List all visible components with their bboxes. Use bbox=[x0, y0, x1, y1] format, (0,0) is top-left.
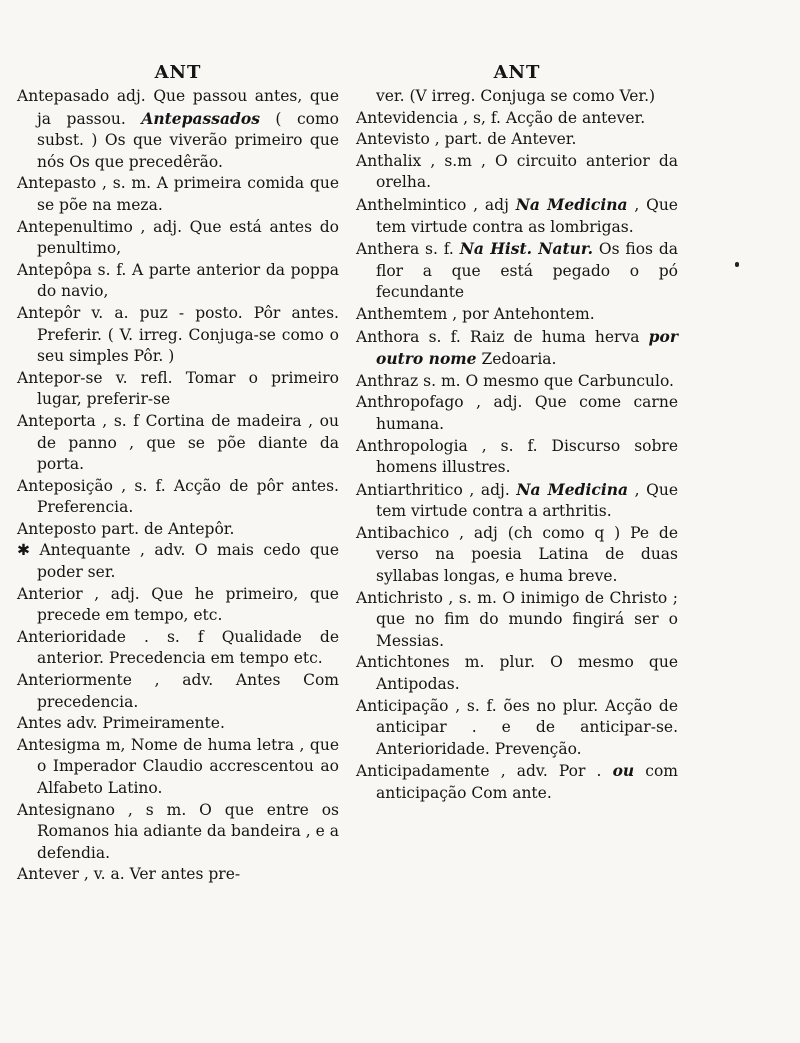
headword: Anthropofago bbox=[356, 393, 464, 412]
italic-note: ou bbox=[612, 761, 635, 781]
definition-text: , s m. O que entre os Romanos hia adiante da bandeira , e a defendia. bbox=[37, 800, 339, 862]
headword: Anticipação bbox=[356, 696, 449, 715]
headword: Antepôr bbox=[17, 303, 81, 322]
right-column bbox=[356, 62, 678, 805]
dictionary-entry bbox=[17, 217, 339, 260]
left-column bbox=[17, 62, 339, 886]
dictionary-entry bbox=[17, 519, 339, 541]
headword: Antichtones bbox=[356, 653, 450, 672]
dictionary-entry bbox=[17, 735, 339, 800]
definition-text: m, Nome de huma letra , que o Imperador Claudio accrescentou ao Alfabeto Latino. bbox=[37, 735, 339, 797]
dictionary-entry bbox=[17, 173, 339, 216]
dictionary-entry bbox=[17, 864, 339, 886]
definition-text: , adj. Que he primeiro, que precede em tempo, etc. bbox=[37, 584, 339, 625]
dictionary-entry bbox=[356, 371, 678, 393]
dictionary-entry bbox=[356, 479, 678, 523]
dictionary-entry bbox=[356, 760, 678, 804]
dictionary-entry bbox=[17, 86, 339, 173]
dictionary-entry bbox=[356, 86, 678, 108]
headword: Anteporta bbox=[17, 411, 96, 430]
definition-text: , s. f. Acção de pôr antes. Preferencia. bbox=[37, 476, 339, 517]
dictionary-entry bbox=[356, 129, 678, 151]
definition-text: s. f. bbox=[419, 240, 460, 259]
headword: Antepor-se bbox=[17, 368, 103, 387]
headword: Anterioridade bbox=[17, 627, 126, 646]
italic-note: Na Hist. Natur. bbox=[459, 239, 594, 259]
headword: Antever bbox=[17, 865, 79, 884]
headword: ✱ Antequante bbox=[17, 541, 131, 560]
definition-text: , s, f. Acção de antever. bbox=[458, 108, 646, 127]
italic-note: Na Medicina bbox=[516, 479, 629, 499]
dictionary-entry bbox=[17, 713, 339, 735]
headword: Anteposto bbox=[17, 519, 97, 538]
left-column-header: ANT bbox=[154, 62, 202, 83]
definition-text: s. m. O mesmo que Carbunculo. bbox=[418, 371, 674, 390]
definition-text: , s. f. Discurso sobre homens illustres. bbox=[376, 436, 678, 477]
definition-text: , s. m. A primeira comida que se põe na meza. bbox=[37, 174, 339, 214]
right-column-header: ANT bbox=[493, 62, 541, 83]
dictionary-entry bbox=[356, 652, 678, 695]
ink-spot bbox=[735, 262, 739, 267]
definition-text: , v. a. Ver antes pre- bbox=[78, 865, 241, 884]
headword: Anthera bbox=[356, 240, 420, 259]
dictionary-entry bbox=[356, 588, 678, 653]
definition-text: v. a. puz - posto. Pôr antes. Preferir. ( V. irreg. Conjuga-se como o seu simples Pôr. ) bbox=[37, 303, 339, 366]
definition-text: , adj (ch como q ) Pe de verso na poesia Latina de duas syllabas longas, e huma breve. bbox=[376, 523, 678, 586]
dictionary-entry bbox=[17, 800, 339, 865]
italic-note: por outro nome bbox=[376, 326, 678, 369]
headword: Antesignano bbox=[17, 800, 115, 819]
dictionary-entry bbox=[356, 304, 678, 326]
dictionary-entry bbox=[356, 151, 678, 194]
dictionary-entry bbox=[17, 540, 339, 583]
dictionary-entry bbox=[17, 627, 339, 670]
headword: Anterior bbox=[17, 584, 83, 603]
definition-text: . s. f Qualidade de anterior. Precedencia em tempo etc. bbox=[37, 627, 339, 668]
definition-text: s. f. Raiz de huma herva bbox=[419, 327, 649, 346]
headword: Anteposição bbox=[17, 476, 113, 495]
definition-text: , s. f Cortina de madeira , ou de panno , que se põe diante da porta. bbox=[37, 411, 339, 474]
dictionary-entry bbox=[17, 260, 339, 303]
headword: Antes bbox=[17, 714, 62, 733]
dictionary-entry bbox=[356, 108, 678, 130]
headword: Antevidencia bbox=[356, 108, 459, 127]
headword: Anthropologia bbox=[356, 436, 468, 455]
headword: Antepenultimo bbox=[17, 217, 133, 236]
headword: Antepasado bbox=[17, 87, 110, 105]
headword: Antiarthritico bbox=[356, 480, 463, 499]
definition-tail: Zedoaria. bbox=[476, 350, 557, 369]
dictionary-entry bbox=[17, 670, 339, 713]
definition-text: v. refl. Tomar o primeiro lugar, preferir-se bbox=[37, 368, 339, 409]
dictionary-entry bbox=[356, 238, 678, 304]
definition-text: , adv. Antes Com precedencia. bbox=[37, 671, 339, 711]
headword: Anteriormente bbox=[17, 671, 132, 690]
definition-tail: , Que tem virtude contra a arthritis. bbox=[376, 480, 678, 521]
definition-text: ver. (V irreg. Conjuga se como Ver.) bbox=[376, 87, 656, 105]
definition-text: part. de Antepôr. bbox=[96, 519, 235, 538]
definition-tail: ( como subst. ) Os que viverão primeiro que nós Os que precedêrão. bbox=[37, 109, 339, 171]
headword: Antichristo bbox=[356, 588, 443, 607]
definition-text: , s.m , O circuito anterior da orelha. bbox=[376, 151, 678, 192]
dictionary-entry bbox=[17, 584, 339, 627]
italic-note: Na Medicina bbox=[515, 194, 628, 214]
headword: Antepasto bbox=[17, 174, 97, 193]
dictionary-entry bbox=[356, 523, 678, 588]
definition-text: , part. de Antever. bbox=[429, 130, 577, 149]
definition-text: , adj. Que está antes do penultimo, bbox=[37, 217, 339, 258]
dictionary-entry bbox=[356, 326, 678, 371]
headword: Anthraz bbox=[356, 371, 419, 390]
definition-text: , adj bbox=[466, 195, 516, 214]
definition-tail: , Que tem virtude contra as lombrigas. bbox=[376, 195, 678, 236]
headword: Anthelmintico bbox=[356, 195, 467, 214]
dictionary-entry bbox=[356, 436, 678, 479]
dictionary-entry bbox=[17, 368, 339, 411]
definition-text: , s. m. O inimigo de Christo ; que no fim do mundo fingirá ser o Messias. bbox=[376, 588, 678, 650]
headword: Anthalix bbox=[356, 151, 422, 170]
definition-text: adv. Primeiramente. bbox=[61, 714, 225, 733]
dictionary-entry bbox=[17, 476, 339, 519]
right-entries bbox=[356, 86, 678, 805]
headword: Anthora bbox=[356, 327, 420, 346]
headword: Antepôpa bbox=[17, 260, 92, 279]
dictionary-entry bbox=[356, 194, 678, 238]
dictionary-entry bbox=[17, 303, 339, 368]
headword: Antibachico bbox=[356, 523, 450, 542]
definition-text: , s. f. ões no plur. Acção de anticipar . e de anticipar-se. Anterioridade. Prevenção. bbox=[376, 696, 678, 758]
definition-text: s. f. A parte anterior da poppa do navio, bbox=[37, 260, 339, 301]
headword: Antesigma bbox=[17, 735, 101, 754]
headword: Anthemtem bbox=[356, 304, 448, 323]
definition-tail: com anticipação Com ante. bbox=[376, 762, 678, 802]
headword: Antevisto bbox=[356, 130, 430, 149]
headword: Anticipadamente bbox=[356, 762, 490, 781]
definition-text: , adj. Que come carne humana. bbox=[376, 393, 678, 433]
dictionary-entry bbox=[17, 411, 339, 476]
definition-text: , por Antehontem. bbox=[447, 304, 595, 323]
left-entries bbox=[17, 86, 339, 886]
italic-note: Antepassados bbox=[141, 108, 260, 128]
definition-text: , adv. Por . bbox=[489, 762, 613, 781]
definition-text: , adj. bbox=[462, 480, 517, 499]
dictionary-entry bbox=[356, 696, 678, 761]
definition-tail: Os fios da flor a que está pegado o pó fecundante bbox=[376, 240, 678, 302]
definition-text: m. plur. O mesmo que Antipodas. bbox=[376, 653, 678, 694]
definition-text: adj. Que passou antes, que ja passou. bbox=[37, 87, 339, 128]
dictionary-entry bbox=[356, 392, 678, 435]
definition-text: , adv. O mais cedo que poder ser. bbox=[37, 541, 339, 582]
